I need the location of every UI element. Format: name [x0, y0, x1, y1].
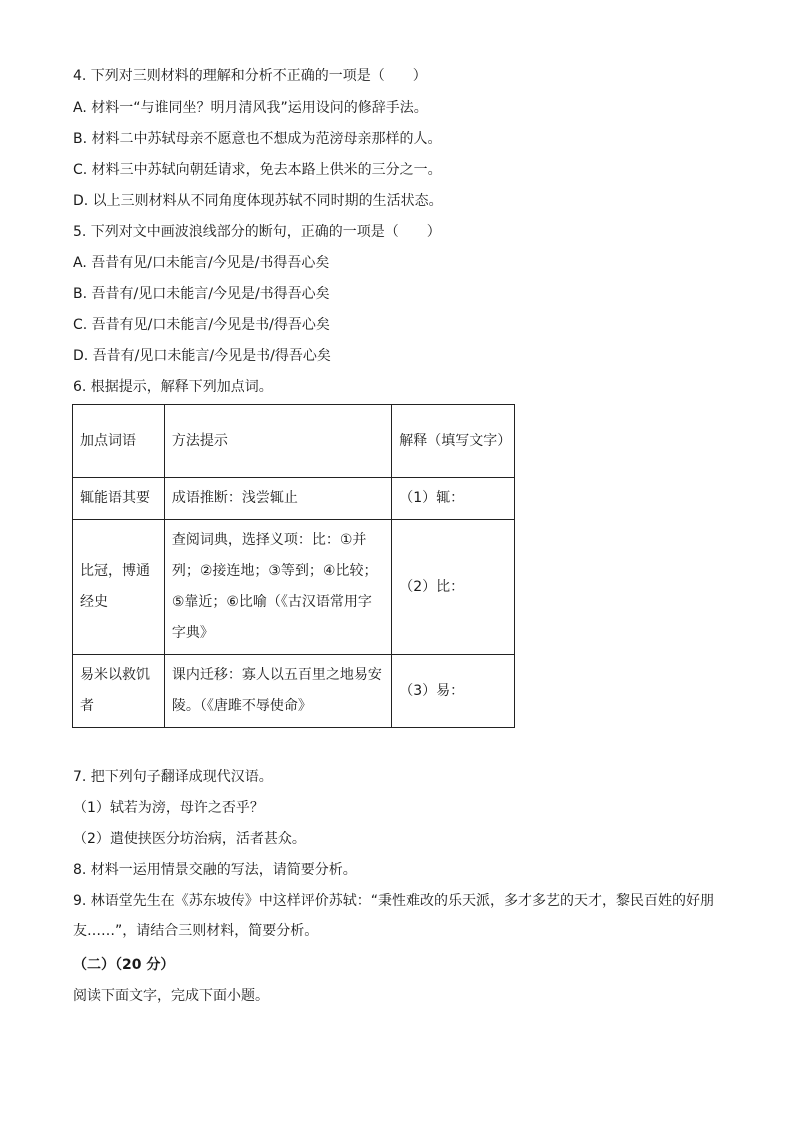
- row-word: 易米以救饥者: [73, 655, 165, 728]
- q4-option-d: D. 以上三则材料从不同角度体现苏轼不同时期的生活状态。: [73, 193, 443, 209]
- row-answer: （1）辄：: [392, 478, 515, 520]
- table-row: [73, 520, 515, 655]
- q4-option-c: C. 材料三中苏轼向朝廷请求，免去本路上供米的三分之一。: [73, 162, 442, 178]
- section-title: （二）（20 分）: [73, 957, 175, 973]
- q4-option-b: B. 材料二中苏轼母亲不愿意也不想成为范滂母亲那样的人。: [73, 131, 442, 147]
- row-answer: （2）比：: [392, 520, 515, 655]
- q7-item-1: （1）轼若为滂，母许之否乎？: [73, 800, 264, 816]
- q4-stem: 4. 下列对三则材料的理解和分析不正确的一项是（ ）: [73, 68, 427, 84]
- q5-option-b: B. 吾昔有/见口未能言/今见是/书得吾心矣: [73, 286, 330, 302]
- row-word: 比冠，博通经史: [73, 520, 165, 655]
- row-answer: （3）易：: [392, 655, 515, 728]
- q5-option-d: D. 吾昔有/见口未能言/今见是书/得吾心矣: [73, 348, 331, 364]
- table-row: [73, 655, 515, 728]
- q6-stem: 6. 根据提示，解释下列加点词。: [73, 379, 273, 395]
- header-word: 加点词语: [73, 405, 165, 478]
- row-word: 辄能语其要: [73, 478, 165, 520]
- section-instruction: 阅读下面文字，完成下面小题。: [73, 988, 269, 1004]
- q7-item-2: （2）遣使挟医分坊治病，活者甚众。: [73, 831, 306, 847]
- q5-option-c: C. 吾昔有见/口未能言/今见是书/得吾心矣: [73, 317, 330, 333]
- q7-stem: 7. 把下列句子翻译成现代汉语。: [73, 769, 273, 785]
- header-method: 方法提示: [164, 405, 391, 478]
- header-explanation: 解释（填写文字）: [392, 405, 515, 478]
- row-method: 查阅词典，选择义项：比：①并列；②接连地；③等到；④比较；⑤靠近；⑥比喻（《古汉语常用字字典》: [164, 520, 391, 655]
- q5-option-a: A. 吾昔有见/口未能言/今见是/书得吾心矣: [73, 255, 330, 271]
- table-header-row: [73, 405, 515, 478]
- q6-table: [72, 404, 515, 728]
- row-method: 课内迁移：寡人以五百里之地易安陵。（《唐雎不辱使命》: [164, 655, 391, 728]
- table-row: [73, 478, 515, 520]
- q8-stem: 8. 材料一运用情景交融的写法，请简要分析。: [73, 862, 357, 878]
- row-method: 成语推断：浅尝辄止: [164, 478, 391, 520]
- q4-option-a: A. 材料一“与谁同坐？明月清风我”运用设问的修辞手法。: [73, 100, 428, 116]
- q9-stem: 9. 林语堂先生在《苏东坡传》中这样评价苏轼：“秉性难改的乐天派，多才多艺的天才，黎民百姓的好朋友……”，请结合三则材料，简要分析。: [73, 893, 715, 939]
- q5-stem: 5. 下列对文中画波浪线部分的断句，正确的一项是（ ）: [73, 224, 441, 240]
